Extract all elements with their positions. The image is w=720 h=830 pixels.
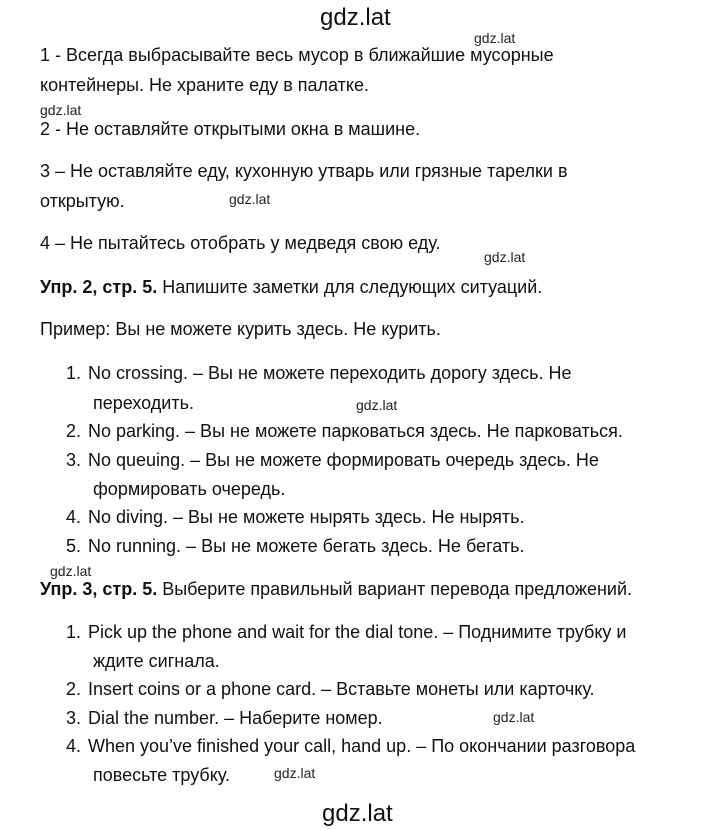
watermark: gdz.lat — [229, 191, 271, 207]
item-text: Dial the number. – Наберите номер. — [88, 708, 383, 728]
item-number: 1. — [66, 622, 82, 642]
item-text-continued: переходить. — [93, 393, 194, 413]
item-text: No queuing. – Вы не можете формировать очередь здесь. Не — [88, 450, 599, 470]
list-item — [66, 736, 635, 757]
rule-1-line-2: контейнеры. Не храните еду в палатке. — [40, 75, 370, 95]
watermark-top: gdz.lat — [320, 4, 391, 31]
item-text-continued: формировать очередь. — [93, 479, 286, 499]
exercise-2-instruction: Напишите заметки для следующих ситуаций. — [157, 277, 543, 297]
list-item — [66, 679, 595, 700]
item-number: 1. — [66, 363, 82, 383]
exercise-2-heading — [40, 277, 542, 298]
watermark: gdz.lat — [484, 249, 526, 265]
exercise-2-label: Упр. 2, стр. 5. — [40, 277, 158, 297]
exercise-3-label: Упр. 3, стр. 5. — [40, 579, 158, 599]
watermark: gdz.lat — [40, 102, 82, 118]
list-item — [66, 622, 626, 643]
rule-3-line-1: 3 – Не оставляйте еду, кухонную утварь или грязные тарелки в — [40, 161, 568, 181]
item-number: 2. — [66, 421, 82, 441]
watermark: gdz.lat — [493, 709, 535, 725]
item-number: 3. — [66, 708, 82, 728]
list-item — [66, 507, 525, 528]
item-text: No diving. – Вы не можете нырять здесь. Не нырять. — [88, 507, 525, 527]
watermark-bottom: gdz.lat — [322, 800, 393, 827]
item-number: 5. — [66, 536, 82, 556]
item-text: When you’ve finished your call, hand up. – По окончании разговора — [88, 736, 636, 756]
item-text: No parking. – Вы не можете парковаться здесь. Не парковаться. — [88, 421, 623, 441]
item-number: 3. — [66, 450, 82, 470]
list-item — [66, 363, 571, 384]
list-item — [66, 708, 383, 729]
watermark: gdz.lat — [474, 30, 516, 46]
rule-2: 2 - Не оставляйте открытыми окна в машине. — [40, 119, 421, 139]
rule-4: 4 – Не пытайтесь отобрать у медведя свою еду. — [40, 233, 441, 253]
rule-3-line-2: открытую. — [40, 191, 125, 211]
item-number: 2. — [66, 679, 82, 699]
item-text: Pick up the phone and wait for the dial tone. – Поднимите трубку и — [88, 622, 627, 642]
item-text: Insert coins or a phone card. – Вставьте монеты или карточку. — [88, 679, 595, 699]
exercise-3-heading — [40, 579, 632, 600]
watermark: gdz.lat — [274, 765, 316, 781]
list-item — [66, 450, 599, 471]
item-number: 4. — [66, 507, 82, 527]
item-number: 4. — [66, 736, 82, 756]
item-text-continued: повесьте трубку. — [93, 765, 230, 785]
rule-1-line-1: 1 - Всегда выбрасывайте весь мусор в ближайшие мусорные — [40, 45, 554, 65]
list-item — [66, 421, 623, 442]
item-text: No crossing. – Вы не можете переходить дорогу здесь. Не — [88, 363, 572, 383]
item-text: No running. – Вы не можете бегать здесь. Не бегать. — [88, 536, 525, 556]
watermark: gdz.lat — [50, 563, 92, 579]
exercise-3-instruction: Выберите правильный вариант перевода предложений. — [157, 579, 633, 599]
exercise-2-example: Пример: Вы не можете курить здесь. Не курить. — [40, 319, 441, 339]
item-text-continued: ждите сигнала. — [93, 651, 220, 671]
list-item — [66, 536, 524, 557]
watermark: gdz.lat — [356, 397, 398, 413]
